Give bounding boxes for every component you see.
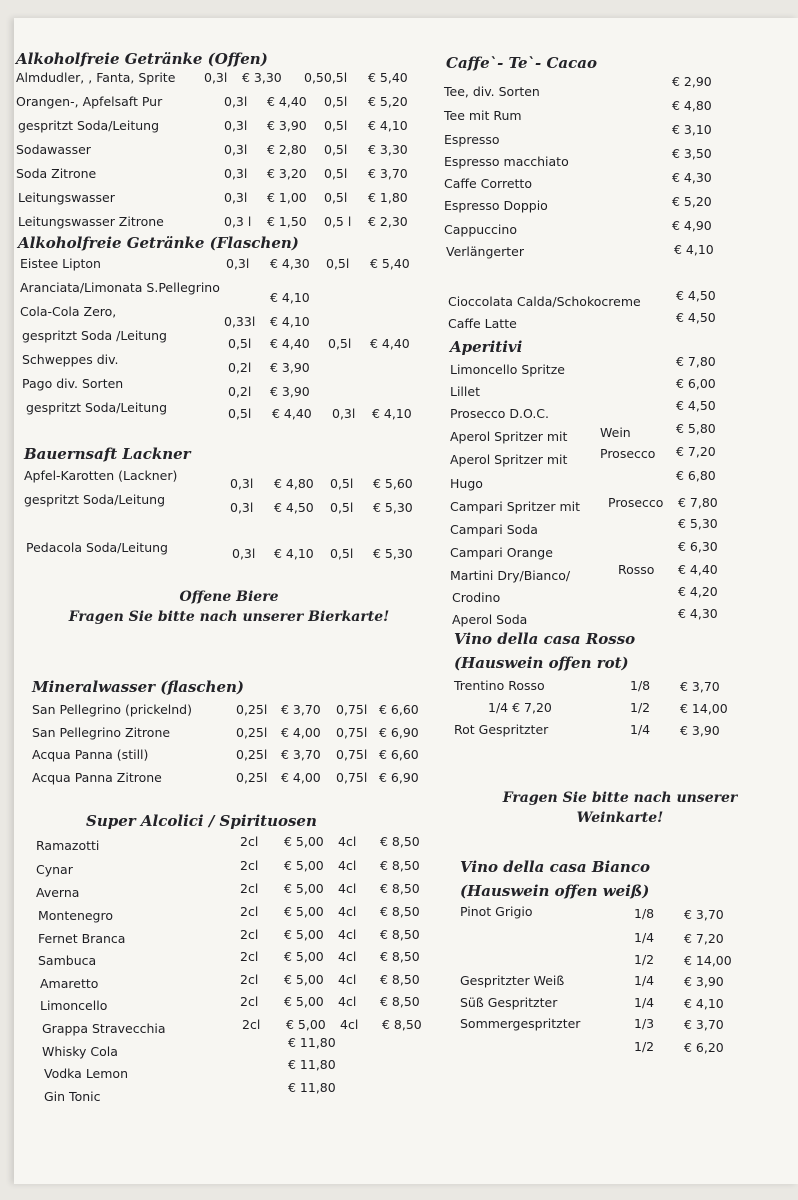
item-size: 1/4 xyxy=(630,722,651,737)
price-1: € 5,00 xyxy=(284,949,324,964)
item-name: Leitungswasser Zitrone xyxy=(18,214,164,229)
item-name: Montenegro xyxy=(38,908,114,923)
item-price: € 3,90 xyxy=(680,723,720,738)
menu-row xyxy=(42,1017,442,1041)
item-name: gespritzt Soda /Leitung xyxy=(22,328,167,343)
item-name: Caffe Latte xyxy=(448,316,517,331)
item-name: Whisky Cola xyxy=(42,1044,118,1059)
wine-note-text-2: Weinkarte! xyxy=(576,810,664,826)
item-name: Trentino Rosso xyxy=(454,678,545,693)
item-price: € 4,90 xyxy=(672,218,712,233)
menu-row xyxy=(40,972,440,996)
item-name: Pedacola Soda/Leitung xyxy=(26,540,168,555)
item-name: Espresso Doppio xyxy=(444,198,548,213)
size-1: 2cl xyxy=(240,949,259,964)
size-2: 0,5l xyxy=(324,190,348,205)
size-1: 0,3l xyxy=(224,94,248,109)
item-name: Prosecco D.O.C. xyxy=(450,406,550,421)
item-name: Campari Soda xyxy=(450,522,538,537)
price-2: € 2,30 xyxy=(368,214,408,229)
item-price: € 3,50 xyxy=(672,146,712,161)
item-price: € 5,80 xyxy=(676,421,716,436)
menu-row xyxy=(20,280,420,305)
size-2: 0,5l xyxy=(324,94,348,109)
item-price: € 6,30 xyxy=(678,539,718,554)
size-2: 0,5l xyxy=(324,166,348,181)
size-2: 0,5l xyxy=(324,142,348,157)
section-subtitle: (Hauswein offen rot) xyxy=(454,654,629,672)
price-1: € 3,70 xyxy=(281,702,321,717)
menu-row xyxy=(20,304,420,329)
size-1: 2cl xyxy=(240,994,259,1009)
size-2: 4cl xyxy=(338,927,357,942)
section-title: Vino della casa Rosso xyxy=(454,630,636,648)
size-1: 2cl xyxy=(240,904,259,919)
size-1: 0,2l xyxy=(228,360,252,375)
section-title: Vino della casa Bianco xyxy=(460,858,650,876)
price-1: € 5,00 xyxy=(284,994,324,1009)
item-price: € 6,20 xyxy=(684,1040,724,1055)
menu-row xyxy=(16,94,416,114)
menu-row xyxy=(26,540,426,560)
item-name: San Pellegrino Zitrone xyxy=(32,725,171,740)
price-2: € 8,50 xyxy=(382,1017,422,1032)
price-1: € 1,00 xyxy=(267,190,307,205)
menu-row xyxy=(44,1057,444,1086)
item-name: Aranciata/Limonata S.Pellegrino xyxy=(20,280,220,295)
size-1: 0,2l xyxy=(228,384,252,399)
item-name: Tee, div. Sorten xyxy=(444,84,540,99)
price-2: € 5,30 xyxy=(373,546,413,561)
size-2: 0,75l xyxy=(336,747,368,762)
size-1: 0,3l xyxy=(204,70,228,85)
price-2: € 8,50 xyxy=(380,858,420,873)
item-price: € 7,20 xyxy=(676,444,716,459)
item-variant: Prosecco xyxy=(608,495,664,510)
section-title: Alkoholfreie Getränke (Flaschen) xyxy=(18,234,299,252)
item-price: € 4,10 xyxy=(684,996,724,1011)
item-price: € 6,80 xyxy=(676,468,716,483)
item-name: Sambuca xyxy=(38,953,97,968)
menu-row xyxy=(36,834,436,858)
item-name: Ramazotti xyxy=(36,838,100,853)
item-name: Amaretto xyxy=(40,976,99,991)
item-name: Cynar xyxy=(36,862,73,877)
size-2: 0,5l xyxy=(326,256,350,271)
item-name: Caffe Corretto xyxy=(444,176,532,191)
item-name: Vodka Lemon xyxy=(44,1066,128,1081)
item-name: Limoncello Spritze xyxy=(450,362,565,377)
item-name: Acqua Panna Zitrone xyxy=(32,770,162,785)
menu-row xyxy=(22,376,422,399)
menu-row xyxy=(448,310,748,336)
item-price: € 3,90 xyxy=(684,974,724,989)
menu-row xyxy=(16,70,416,90)
item-name: Soda Zitrone xyxy=(16,166,97,181)
item-size: 1/4 xyxy=(634,930,655,945)
price-1: € 5,00 xyxy=(286,1017,326,1032)
price-1: € 5,00 xyxy=(284,858,324,873)
menu-row xyxy=(460,995,780,1015)
item-name: Gin Tonic xyxy=(44,1089,101,1104)
item-name: Espresso macchiato xyxy=(444,154,569,169)
item-size: 1/4 xyxy=(634,995,655,1010)
menu-row xyxy=(452,606,752,632)
section-title: Aperitivi xyxy=(450,338,523,356)
price-2: € 8,50 xyxy=(380,904,420,919)
size-1: 0,5l xyxy=(228,406,252,421)
size-2: 0,75l xyxy=(336,725,368,740)
section-title: Caffe`- Te`- Cacao xyxy=(446,54,598,72)
item-size: 1/4 xyxy=(634,973,655,988)
price-1: € 4,40 xyxy=(270,336,310,351)
price-1: € 3,70 xyxy=(281,747,321,762)
menu-row xyxy=(26,400,426,420)
size-1: 0,5l xyxy=(228,336,252,351)
price-1: € 4,30 xyxy=(270,256,310,271)
size-1: 0,3l xyxy=(224,118,248,133)
price-1: € 4,10 xyxy=(270,290,310,305)
menu-row xyxy=(36,858,436,882)
price-2: € 5,30 xyxy=(373,500,413,515)
item-name: Aperol Spritzer mit xyxy=(450,452,568,467)
size-2: 4cl xyxy=(338,904,357,919)
item-name: Fernet Branca xyxy=(38,931,126,946)
item-size: 1/8 xyxy=(634,906,655,921)
price-2: € 8,50 xyxy=(380,834,420,849)
size-1: 0,25l xyxy=(236,747,268,762)
menu-row xyxy=(32,702,432,722)
item-name: Tee mit Rum xyxy=(444,108,522,123)
menu-row xyxy=(460,1016,780,1036)
section-title: Alkoholfreie Getränke (Offen) xyxy=(16,50,268,68)
menu-row xyxy=(450,468,750,496)
item-name: gespritzt Soda/Leitung xyxy=(26,400,167,415)
menu-row xyxy=(18,118,418,138)
size-2: 0,75l xyxy=(336,770,368,785)
size-1: 0,25l xyxy=(236,770,268,785)
item-size: 1/2 xyxy=(630,700,651,715)
item-name: Schweppes div. xyxy=(22,352,119,367)
item-variant: Prosecco xyxy=(600,446,656,461)
menu-row xyxy=(44,1080,444,1109)
price-1: € 11,80 xyxy=(288,1080,336,1095)
item-price: € 14,00 xyxy=(684,953,732,968)
item-price: € 3,70 xyxy=(680,679,720,694)
item-size: 1/3 xyxy=(634,1016,655,1031)
beer-note-text: Fragen Sie bitte nach unserer Bierkarte! xyxy=(68,609,390,625)
price-2: € 4,10 xyxy=(372,406,412,421)
size-1: 2cl xyxy=(240,881,259,896)
size-2: 4cl xyxy=(338,881,357,896)
price-2: € 8,50 xyxy=(380,949,420,964)
item-price: € 4,50 xyxy=(676,288,716,303)
menu-row xyxy=(42,1035,442,1064)
size-2: 4cl xyxy=(338,972,357,987)
size-2: 0,5 l xyxy=(324,214,352,229)
size-1: 0,3l xyxy=(224,142,248,157)
item-price: € 4,50 xyxy=(676,398,716,413)
menu-row xyxy=(36,881,436,905)
size-1: 2cl xyxy=(240,858,259,873)
menu-row xyxy=(460,973,780,993)
price-2: € 8,50 xyxy=(380,927,420,942)
menu-row xyxy=(454,700,774,720)
price-2: € 5,60 xyxy=(373,476,413,491)
size-2: 4cl xyxy=(338,994,357,1009)
price-1: € 11,80 xyxy=(288,1035,336,1050)
menu-row xyxy=(446,242,746,270)
size-2: 0,75l xyxy=(336,702,368,717)
price-1: € 3,90 xyxy=(267,118,307,133)
menu-page xyxy=(14,18,798,1184)
item-price: € 5,20 xyxy=(672,194,712,209)
item-name: Averna xyxy=(36,885,80,900)
item-price: € 2,90 xyxy=(672,74,712,89)
item-name: San Pellegrino (prickelnd) xyxy=(32,702,192,717)
price-1: € 3,90 xyxy=(270,360,310,375)
menu-row xyxy=(18,190,418,210)
item-name: Cola-Cola Zero, xyxy=(20,304,117,319)
item-name: gespritzt Soda/Leitung xyxy=(24,492,165,507)
item-size: 1/2 xyxy=(634,1039,655,1054)
item-price: € 7,20 xyxy=(684,931,724,946)
item-name: Apfel-Karotten (Lackner) xyxy=(24,468,178,483)
item-price: € 4,30 xyxy=(672,170,712,185)
menu-row xyxy=(454,678,774,698)
item-size: 1/8 xyxy=(630,678,651,693)
price-1: € 4,10 xyxy=(274,546,314,561)
item-name: Eistee Lipton xyxy=(20,256,101,271)
menu-row xyxy=(32,770,432,790)
size-2: 0,5l xyxy=(328,336,352,351)
item-price: € 4,10 xyxy=(674,242,714,257)
price-1: € 1,50 xyxy=(267,214,307,229)
section-title: Bauernsaft Lackner xyxy=(24,445,191,463)
item-size-price: 1/4 € 7,20 xyxy=(488,700,552,715)
beer-note-title: Offene Biere xyxy=(179,589,279,605)
size-1: 0,25l xyxy=(236,725,268,740)
item-price: € 7,80 xyxy=(676,354,716,369)
size-1: 0,33l xyxy=(224,314,256,329)
item-price: € 4,50 xyxy=(676,310,716,325)
menu-row xyxy=(460,950,780,970)
price-2: € 6,60 xyxy=(379,747,419,762)
menu-row xyxy=(38,949,438,973)
item-name: Espresso xyxy=(444,132,500,147)
price-2: € 6,60 xyxy=(379,702,419,717)
price-2: € 5,40 xyxy=(370,256,410,271)
section-subtitle: (Hauswein offen weiß) xyxy=(460,882,650,900)
price-1: € 5,00 xyxy=(284,927,324,942)
price-1: € 3,20 xyxy=(267,166,307,181)
item-name: Sodawasser xyxy=(16,142,91,157)
item-name: Limoncello xyxy=(40,998,108,1013)
item-name: Verlängerter xyxy=(446,244,524,259)
menu-row xyxy=(16,142,416,162)
section-title: Super Alcolici / Spirituosen xyxy=(86,812,317,830)
item-name: Grappa Stravecchia xyxy=(42,1021,166,1036)
item-name: Orangen-, Apfelsaft Pur xyxy=(16,94,163,109)
size-2: 4cl xyxy=(338,858,357,873)
item-name: Campari Orange xyxy=(450,545,553,560)
item-name: Pinot Grigio xyxy=(460,904,533,919)
item-price: € 4,40 xyxy=(678,562,718,577)
menu-row xyxy=(460,904,780,924)
price-1: € 4,10 xyxy=(270,314,310,329)
menu-row xyxy=(32,725,432,745)
price-1: € 3,90 xyxy=(270,384,310,399)
item-price: € 6,00 xyxy=(676,376,716,391)
menu-row xyxy=(16,166,416,186)
item-name: Pago div. Sorten xyxy=(22,376,124,391)
size-1: 2cl xyxy=(240,972,259,987)
size-1: 0,3l xyxy=(230,476,254,491)
price-1: € 11,80 xyxy=(288,1057,336,1072)
price-1: € 5,00 xyxy=(284,834,324,849)
item-price: € 4,30 xyxy=(678,606,718,621)
price-2: € 5,40 xyxy=(368,70,408,85)
size-2: 4cl xyxy=(338,949,357,964)
item-name: Hugo xyxy=(450,476,483,491)
size-1: 0,3l xyxy=(232,546,256,561)
menu-row xyxy=(32,747,432,767)
item-price: € 3,70 xyxy=(684,1017,724,1032)
item-price: € 7,80 xyxy=(678,495,718,510)
price-1: € 5,00 xyxy=(284,904,324,919)
size-2: 0,5l xyxy=(330,500,354,515)
size-1: 0,3l xyxy=(224,166,248,181)
item-price: € 5,30 xyxy=(678,516,718,531)
price-2: € 4,40 xyxy=(370,336,410,351)
size-2: 0,5l xyxy=(324,118,348,133)
menu-row xyxy=(20,256,420,276)
price-1: € 4,80 xyxy=(274,476,314,491)
item-name: Gespritzter Weiß xyxy=(460,973,565,988)
price-2: € 6,90 xyxy=(379,725,419,740)
menu-row xyxy=(454,722,774,742)
menu-row xyxy=(38,927,438,951)
item-price: € 4,20 xyxy=(678,584,718,599)
price-2: € 8,50 xyxy=(380,972,420,987)
item-name: Aperol Spritzer mit xyxy=(450,429,568,444)
wine-note-text: Fragen Sie bitte nach unserer xyxy=(502,790,738,806)
size-1: 0,25l xyxy=(236,702,268,717)
price-2: € 1,80 xyxy=(368,190,408,205)
item-name: Campari Spritzer mit xyxy=(450,499,581,514)
menu-row xyxy=(18,214,418,234)
price-1: € 4,50 xyxy=(274,500,314,515)
item-name: Rot Gespritzter xyxy=(454,722,549,737)
menu-row xyxy=(24,468,424,491)
item-price: € 3,70 xyxy=(684,907,724,922)
item-name: Acqua Panna (still) xyxy=(32,747,149,762)
item-variant: Wein xyxy=(600,425,631,440)
menu-row xyxy=(24,492,424,515)
size-1: 0,3l xyxy=(226,256,250,271)
item-name: Sommergespritzter xyxy=(460,1016,581,1031)
size-2: 0,5l xyxy=(330,546,354,561)
item-name: Crodino xyxy=(452,590,501,605)
price-1: € 4,40 xyxy=(267,94,307,109)
size-1: 2cl xyxy=(240,834,259,849)
price-2: € 6,90 xyxy=(379,770,419,785)
price-1: € 5,00 xyxy=(284,972,324,987)
size-1: 2cl xyxy=(242,1017,261,1032)
price-1: € 4,00 xyxy=(281,770,321,785)
item-name: Martini Dry/Bianco/ xyxy=(450,568,571,583)
item-name: Leitungswasser xyxy=(18,190,115,205)
item-name: Süß Gespritzter xyxy=(460,995,558,1010)
item-name: Almdudler, , Fanta, Sprite xyxy=(16,70,176,85)
item-name: Lillet xyxy=(450,384,480,399)
menu-row xyxy=(460,1039,780,1059)
item-name: Aperol Soda xyxy=(452,612,528,627)
size-2: 4cl xyxy=(338,834,357,849)
menu-row xyxy=(22,328,422,351)
item-size: 1/2 xyxy=(634,952,655,967)
section-title: Mineralwasser (flaschen) xyxy=(32,678,245,696)
price-2: € 8,50 xyxy=(380,994,420,1009)
size-1: 0,3 l xyxy=(224,214,252,229)
price-2: € 4,10 xyxy=(368,118,408,133)
size-1: 0,3l xyxy=(224,190,248,205)
size-2: 4cl xyxy=(340,1017,359,1032)
menu-row xyxy=(40,994,440,1018)
item-price: € 4,80 xyxy=(672,98,712,113)
price-1: € 3,30 xyxy=(242,70,282,85)
menu-row xyxy=(38,904,438,928)
item-variant: Rosso xyxy=(618,562,655,577)
price-1: € 2,80 xyxy=(267,142,307,157)
menu-row xyxy=(460,928,780,948)
menu-row xyxy=(22,352,422,375)
price-1: € 5,00 xyxy=(284,881,324,896)
item-name: Cioccolata Calda/Schokocreme xyxy=(448,294,641,309)
price-2: € 3,70 xyxy=(368,166,408,181)
price-1: € 4,00 xyxy=(281,725,321,740)
size-2: 0,3l xyxy=(332,406,356,421)
item-price: € 3,10 xyxy=(672,122,712,137)
price-2: € 5,20 xyxy=(368,94,408,109)
item-name: Cappuccino xyxy=(444,222,517,237)
price-2: € 8,50 xyxy=(380,881,420,896)
size-2: 0,50,5l xyxy=(304,70,348,85)
price-1: € 4,40 xyxy=(272,406,312,421)
size-1: 0,3l xyxy=(230,500,254,515)
item-name: gespritzt Soda/Leitung xyxy=(18,118,159,133)
size-1: 2cl xyxy=(240,927,259,942)
price-2: € 3,30 xyxy=(368,142,408,157)
item-price: € 14,00 xyxy=(680,701,728,716)
size-2: 0,5l xyxy=(330,476,354,491)
